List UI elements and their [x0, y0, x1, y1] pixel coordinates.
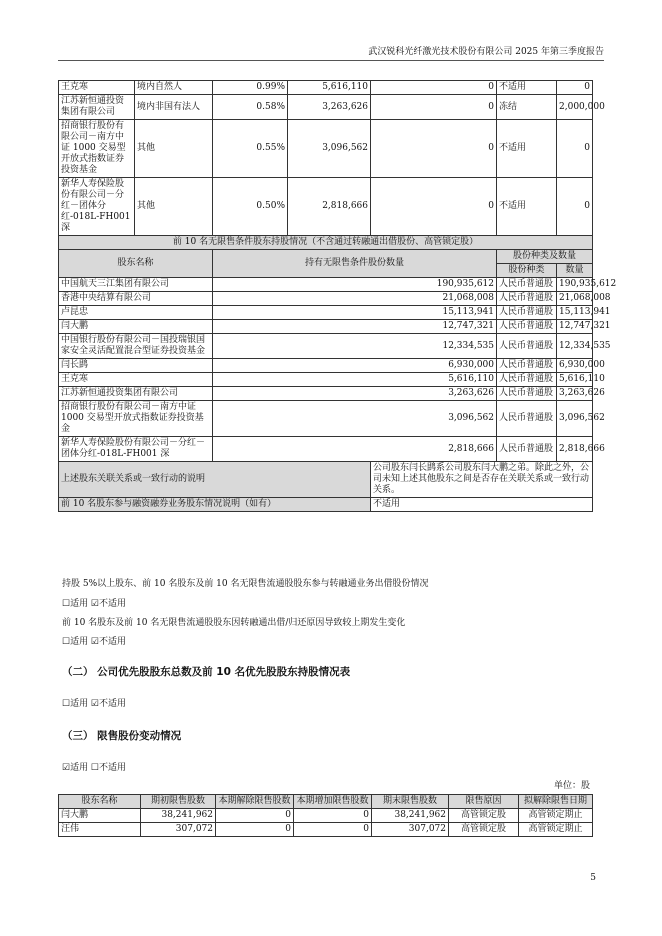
relation-text: 公司股东闫长鹍系公司股东闫大鹏之弟。除此之外，公司未知上述其他股东之间是否存在关联关系或一致行动关系。 [371, 462, 593, 498]
u-type: 人民币普通股 [497, 401, 557, 437]
col-added: 本期增加限售股数 [294, 795, 372, 809]
section-preferred-title: （二） 公司优先股股东总数及前 10 名优先股股东持股情况表 [62, 666, 351, 678]
note-lending-option: ☐适用 ☑不适用 [62, 599, 126, 609]
note-lending: 持股 5%以上股东、前 10 名股东及前 10 名无限售流通股股东参与转融通业务出借股份情况 [62, 579, 429, 589]
holder-restricted: 0 [371, 81, 497, 95]
u-shares: 21,068,008 [213, 292, 497, 306]
table-row [59, 387, 593, 401]
holder-shares: 5,616,110 [288, 81, 371, 95]
holder-name: 江苏新恒通投资集团有限公司 [59, 95, 135, 120]
unrestricted-title: 前 10 名无限售条件股东持股情况（不含通过转融通出借股份、高管锁定股） [59, 236, 593, 250]
table-row [59, 292, 593, 306]
r-opening: 307,072 [141, 823, 216, 837]
unit-label: 单位：股 [553, 781, 590, 791]
r-release-date: 高管锁定期止 [519, 823, 593, 837]
table-row [59, 809, 593, 823]
holder-status: 不适用 [497, 120, 557, 178]
section-restricted-title: （三） 限售股份变动情况 [62, 730, 182, 742]
u-type: 人民币普通股 [497, 278, 557, 292]
u-type: 人民币普通股 [497, 359, 557, 373]
holder-shares: 2,818,666 [288, 178, 371, 236]
table-row [59, 306, 593, 320]
table-row [59, 823, 593, 837]
u-name: 招商银行股份有限公司－南方中证 1000 交易型开放式指数证券投资基金 [59, 401, 213, 437]
col-unrestricted-shares: 持有无限售条件股份数量 [213, 250, 497, 278]
holder-restricted: 0 [371, 120, 497, 178]
r-name: 汪伟 [59, 823, 141, 837]
holder-name: 王克寒 [59, 81, 135, 95]
note-change-option: ☐适用 ☑不适用 [62, 637, 126, 647]
u-qty: 21,068,008 [557, 292, 593, 306]
restricted-shares-table [58, 794, 593, 837]
holder-name: 招商银行股份有限公司－南方中证 1000 交易型开放式指数证券投资基金 [59, 120, 135, 178]
holder-name: 新华人寿保险股份有限公司－分红－团体分红-018L-FH001 深 [59, 178, 135, 236]
holder-pct: 0.58% [213, 95, 288, 120]
u-type: 人民币普通股 [497, 334, 557, 359]
holder-shares: 3,263,626 [288, 95, 371, 120]
margin-text: 不适用 [371, 498, 593, 512]
holder-status: 不适用 [497, 178, 557, 236]
u-qty: 2,818,666 [557, 437, 593, 462]
table-row [59, 320, 593, 334]
r-closing: 38,241,962 [372, 809, 449, 823]
r-reason: 高管锁定股 [449, 823, 519, 837]
u-type: 人民币普通股 [497, 387, 557, 401]
holder-pct: 0.99% [213, 81, 288, 95]
u-type: 人民币普通股 [497, 306, 557, 320]
holder-shares: 3,096,562 [288, 120, 371, 178]
header-divider [58, 60, 604, 61]
margin-label: 前 10 名股东参与融资融券业务股东情况说明（如有） [59, 498, 371, 512]
r-released: 0 [216, 823, 294, 837]
u-qty: 15,113,941 [557, 306, 593, 320]
holder-pct: 0.50% [213, 178, 288, 236]
table-row [59, 278, 593, 292]
u-name: 中国银行股份有限公司－国投瑞银国家安全灵活配置混合型证券投资基金 [59, 334, 213, 359]
r-name: 闫大鹏 [59, 809, 141, 823]
u-shares: 15,113,941 [213, 306, 497, 320]
col-name: 股东名称 [59, 795, 141, 809]
holder-nature: 境内非国有法人 [135, 95, 213, 120]
page-number: 5 [590, 873, 596, 883]
r-released: 0 [216, 809, 294, 823]
u-shares: 6,930,000 [213, 359, 497, 373]
relation-row [59, 462, 593, 498]
col-opening: 期初限售股数 [141, 795, 216, 809]
u-name: 闫长鹍 [59, 359, 213, 373]
r-closing: 307,072 [372, 823, 449, 837]
section-preferred-option: ☐适用 ☑不适用 [62, 699, 126, 709]
u-shares: 12,747,321 [213, 320, 497, 334]
u-name: 香港中央结算有限公司 [59, 292, 213, 306]
u-name: 王克寒 [59, 373, 213, 387]
u-name: 中国航天三江集团有限公司 [59, 278, 213, 292]
r-added: 0 [294, 823, 372, 837]
u-shares: 2,818,666 [213, 437, 497, 462]
margin-row [59, 498, 593, 512]
u-qty: 5,616,110 [557, 373, 593, 387]
r-reason: 高管锁定股 [449, 809, 519, 823]
note-change: 前 10 名股东及前 10 名无限售流通股股东因转融通出借/归还原因导致较上期发生变化 [62, 618, 406, 628]
u-qty: 3,096,562 [557, 401, 593, 437]
holder-qty: 0 [557, 178, 593, 236]
u-shares: 3,096,562 [213, 401, 497, 437]
unrestricted-header-row [59, 250, 593, 264]
holder-restricted: 0 [371, 95, 497, 120]
u-shares: 3,263,626 [213, 387, 497, 401]
u-qty: 3,263,626 [557, 387, 593, 401]
table-row [59, 373, 593, 387]
r-opening: 38,241,962 [141, 809, 216, 823]
col-closing: 期末限售股数 [372, 795, 449, 809]
u-name: 新华人寿保险股份有限公司－分红－团体分红-018L-FH001 深 [59, 437, 213, 462]
table-row [59, 437, 593, 462]
col-reason: 限售原因 [449, 795, 519, 809]
holder-pct: 0.55% [213, 120, 288, 178]
table-row [59, 120, 593, 178]
u-type: 人民币普通股 [497, 320, 557, 334]
col-share-qty: 数量 [557, 264, 593, 278]
u-qty: 12,334,535 [557, 334, 593, 359]
u-name: 江苏新恒通投资集团有限公司 [59, 387, 213, 401]
col-released: 本期解除限售股数 [216, 795, 294, 809]
u-type: 人民币普通股 [497, 437, 557, 462]
table-row [59, 334, 593, 359]
holder-nature: 其他 [135, 178, 213, 236]
holder-qty: 0 [557, 120, 593, 178]
u-name: 闫大鹏 [59, 320, 213, 334]
u-qty: 12,747,321 [557, 320, 593, 334]
u-type: 人民币普通股 [497, 292, 557, 306]
holder-status: 不适用 [497, 81, 557, 95]
shareholder-table [58, 80, 617, 512]
u-type: 人民币普通股 [497, 373, 557, 387]
u-name: 卢昆忠 [59, 306, 213, 320]
holder-nature: 其他 [135, 120, 213, 178]
col-holder-name: 股东名称 [59, 250, 213, 278]
holder-restricted: 0 [371, 178, 497, 236]
col-share-type: 股份种类 [497, 264, 557, 278]
u-qty: 6,930,000 [557, 359, 593, 373]
holder-qty: 2,000,000 [557, 95, 593, 120]
holder-qty: 0 [557, 81, 593, 95]
section-restricted-option: ☑适用 ☐不适用 [62, 763, 126, 773]
col-share-type-group: 股份种类及数量 [497, 250, 593, 264]
table-row [59, 359, 593, 373]
u-qty: 190,935,612 [557, 278, 593, 292]
u-shares: 190,935,612 [213, 278, 497, 292]
table-row [59, 178, 593, 236]
col-release-date: 拟解除限售日期 [519, 795, 593, 809]
restricted-header-row [59, 795, 593, 809]
page-header: 武汉锐科光纤激光技术股份有限公司 2025 年第三季度报告 [368, 47, 604, 57]
u-shares: 5,616,110 [213, 373, 497, 387]
table-row [59, 401, 593, 437]
unrestricted-title-row [59, 236, 593, 250]
relation-label: 上述股东关联关系或一致行动的说明 [59, 462, 371, 498]
u-shares: 12,334,535 [213, 334, 497, 359]
r-release-date: 高管锁定期止 [519, 809, 593, 823]
holder-nature: 境内自然人 [135, 81, 213, 95]
r-added: 0 [294, 809, 372, 823]
table-row [59, 81, 593, 95]
holder-status: 冻结 [497, 95, 557, 120]
table-row [59, 95, 593, 120]
